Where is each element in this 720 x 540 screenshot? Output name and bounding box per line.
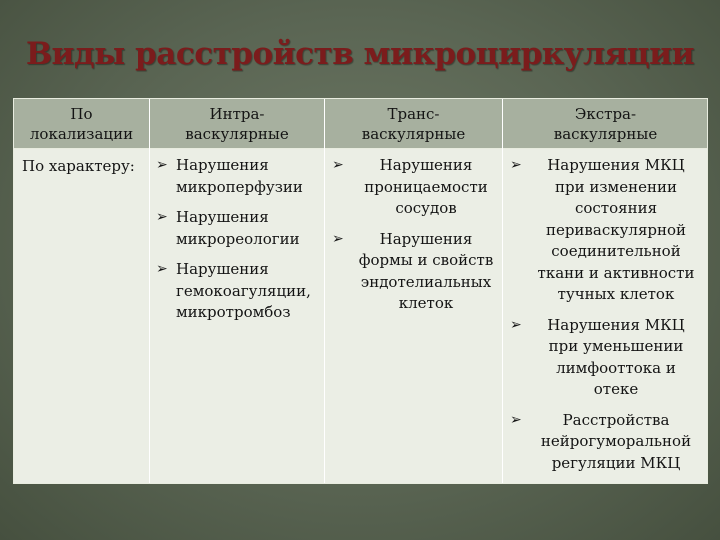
arrow-bullet-icon: ➢: [510, 157, 522, 173]
header-line: Транс-: [387, 105, 440, 123]
list-item: ➢ Нарушения МКЦ при уменьшении лимфооттока и отеке: [510, 315, 685, 398]
column-divider: [502, 99, 503, 483]
extravascular-list: [510, 155, 702, 483]
intravascular-list: [156, 155, 326, 333]
arrow-bullet-icon: ➢: [156, 261, 168, 277]
transvascular-list: [332, 155, 500, 324]
header-line: По: [70, 105, 93, 123]
arrow-bullet-icon: ➢: [156, 157, 168, 173]
table-body: [14, 149, 707, 483]
column-divider: [324, 99, 325, 483]
slide-title: Виды расстройств микроциркуляции: [25, 36, 695, 72]
list-item: ➢ Нарушения микроперфузии: [156, 156, 303, 196]
header-extravascular: [503, 99, 708, 149]
list-item: ➢ Нарушения МКЦ при изменении состояния периваскулярной соединительной ткани и активности тучных клеток: [510, 156, 695, 303]
arrow-bullet-icon: ➢: [332, 230, 344, 247]
row-label-character: По характеру:: [22, 157, 135, 175]
header-line: васкулярные: [553, 125, 658, 143]
header-line: Экстра-: [574, 105, 637, 123]
list-item: ➢ Расстройства нейрогуморальной регуляции МКЦ: [510, 410, 692, 472]
table-header: [14, 99, 707, 149]
header-line: Интра-: [209, 105, 265, 123]
list-item: ➢ Нарушения гемокоагуляции, микротромбоз: [156, 260, 311, 321]
arrow-bullet-icon: ➢: [332, 157, 344, 173]
arrow-bullet-icon: ➢: [510, 316, 522, 333]
list-item: ➢ Нарушения проницаемости сосудов: [332, 156, 488, 217]
header-intravascular: [150, 99, 324, 149]
column-divider: [149, 99, 150, 483]
header-line: васкулярные: [361, 125, 466, 143]
list-item: ➢ Нарушения формы и свойств эндотелиальных клеток: [332, 229, 494, 312]
arrow-bullet-icon: ➢: [510, 411, 522, 428]
arrow-bullet-icon: ➢: [156, 209, 168, 225]
header-localization: [14, 99, 149, 149]
list-item: ➢ Нарушения микрореологии: [156, 208, 300, 248]
header-transvascular: [325, 99, 502, 149]
header-line: локализации: [29, 125, 134, 143]
header-line: васкулярные: [185, 125, 289, 143]
classification-table: [13, 98, 708, 484]
